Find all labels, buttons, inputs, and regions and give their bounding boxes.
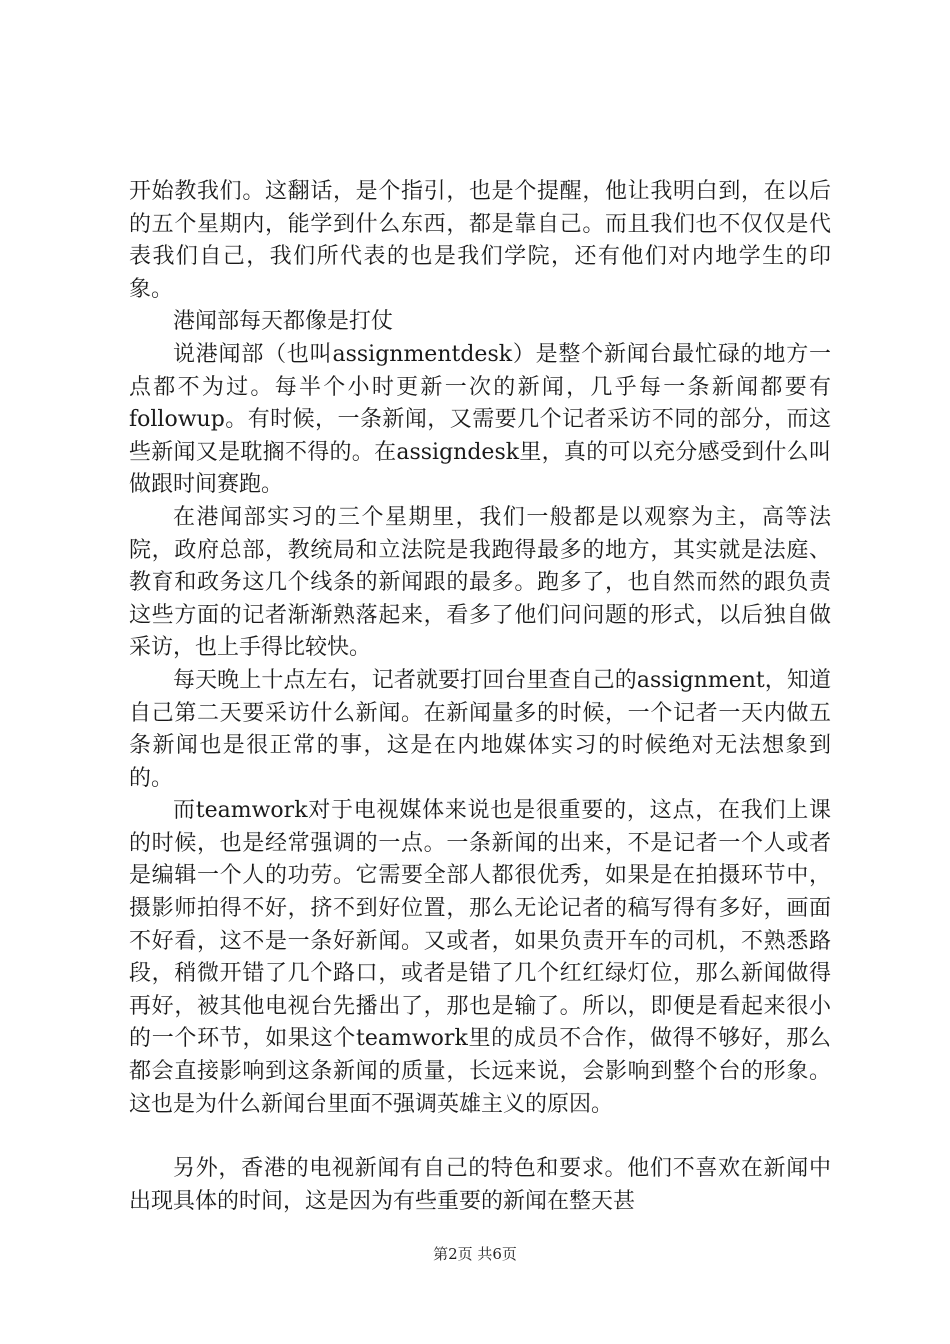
paragraph-hk-tv-news: 另外，香港的电视新闻有自己的特色和要求。他们不喜欢在新闻中出现具体的时间，这是因为有些重要的新闻在整天甚 bbox=[129, 1156, 831, 1214]
paragraph-internship-weeks: 在港闻部实习的三个星期里，我们一般都是以观察为主，高等法院，政府总部，教统局和立法院是我跑得最多的地方，其实就是法庭、教育和政务这几个线条的新闻跟的最多。跑多了，也自然而然的跟负责这些方面的记者渐渐熟落起来，看多了他们问问题的形式，以后独自做采访，也上手得比较快。 bbox=[129, 504, 831, 661]
paragraph-teamwork: 而teamwork对于电视媒体来说也是很重要的，这点，在我们上课的时候，也是经常强调的一点。一条新闻的出来，不是记者一个人或者是编辑一个人的功劳。它需要全部人都很优秀，如果是在拍摄环节中，摄影师拍得不好，挤不到好位置，那么无论记者的稿写得有多好，画面不好看，这不是一条好新闻。又或者，如果负责开车的司机，不熟悉路段，稍微开错了几个路口，或者是错了几个红红绿灯位，那么新闻做得再好，被其他电视台先播出了，那也是输了。所以，即便是看起来很小的一个环节，如果这个teamwork里的成员不合作，做得不够好，那么都会直接影响到这条新闻的质量，长远来说，会影响到整个台的形象。这也是为什么新闻台里面不强调英雄主义的原因。 bbox=[129, 798, 831, 1117]
paragraph-evening-assignment: 每天晚上十点左右，记者就要打回台里查自己的assignment，知道自己第二天要采访什么新闻。在新闻量多的时候，一个记者一天内做五条新闻也是很正常的事，这是在内地媒体实习的时候绝对无法想象到的。 bbox=[129, 667, 831, 791]
page-number-footer: 第2页 共6页 bbox=[433, 1245, 517, 1263]
document-body bbox=[129, 176, 831, 1218]
paragraph-assignment-desk: 说港闻部（也叫assignmentdesk）是整个新闻台最忙碌的地方一点都不为过。每半个小时更新一次的新闻，几乎每一条新闻都要有followup。有时候，一条新闻，又需要几个记者采访不同的部分，而这些新闻又是耽搁不得的。在assigndesk里，真的可以充分感受到什么叫做跟时间赛跑。 bbox=[129, 341, 831, 498]
section-heading: 港闻部每天都像是打仗 bbox=[173, 309, 394, 335]
paragraph-continuation: 开始教我们。这翻话，是个指引，也是个提醒，他让我明白到，在以后的五个星期内，能学到什么东西，都是靠自己。而且我们也不仅仅是代表我们自己，我们所代表的也是我们学院，还有他们对内地学生的印象。 bbox=[129, 179, 831, 302]
